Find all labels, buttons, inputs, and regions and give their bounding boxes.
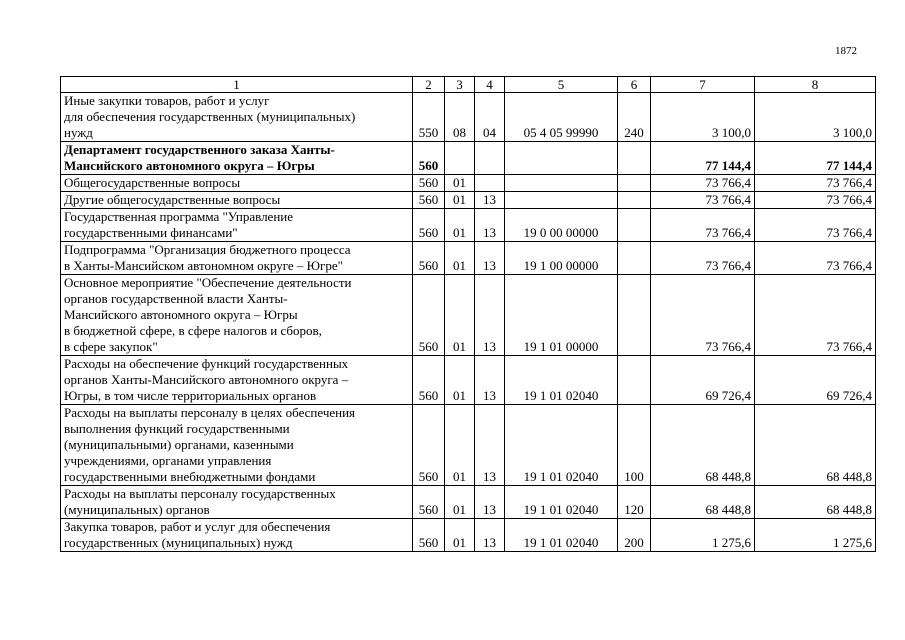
subsection-cell: 13 xyxy=(475,405,505,486)
expense-type-cell: 100 xyxy=(618,405,651,486)
table-row xyxy=(61,192,876,209)
item-name-cell: Иные закупки товаров, работ и услуг для обеспечения государственных (муниципальных) нужд xyxy=(61,93,413,142)
section-cell: 01 xyxy=(445,405,475,486)
amount-col8-cell: 73 766,4 xyxy=(755,209,876,242)
target-article-cell: 19 1 01 00000 xyxy=(505,275,618,356)
admin-code-cell: 560 xyxy=(413,275,445,356)
amount-col8-cell: 68 448,8 xyxy=(755,486,876,519)
table-row xyxy=(61,275,876,356)
amount-col7-cell: 77 144,4 xyxy=(651,142,755,175)
table-row xyxy=(61,242,876,275)
table-row xyxy=(61,175,876,192)
table-row xyxy=(61,519,876,552)
section-cell: 01 xyxy=(445,192,475,209)
admin-code-cell: 560 xyxy=(413,175,445,192)
admin-code-cell: 560 xyxy=(413,356,445,405)
column-header: 6 xyxy=(618,77,651,93)
admin-code-cell: 550 xyxy=(413,93,445,142)
admin-code-cell: 560 xyxy=(413,405,445,486)
table-row xyxy=(61,93,876,142)
amount-col7-cell: 73 766,4 xyxy=(651,175,755,192)
item-name-cell: Закупка товаров, работ и услуг для обеспечения государственных (муниципальных) нужд xyxy=(61,519,413,552)
column-number-header-row xyxy=(61,77,876,93)
section-cell: 01 xyxy=(445,486,475,519)
target-article-cell: 19 1 01 02040 xyxy=(505,519,618,552)
item-name-cell: Расходы на выплаты персоналу государственных (муниципальных) органов xyxy=(61,486,413,519)
item-name-cell: Департамент государственного заказа Ханты- Мансийского автономного округа – Югры xyxy=(61,142,413,175)
amount-col7-cell: 68 448,8 xyxy=(651,405,755,486)
expense-type-cell: 200 xyxy=(618,519,651,552)
target-article-cell: 19 1 01 02040 xyxy=(505,405,618,486)
amount-col7-cell: 73 766,4 xyxy=(651,192,755,209)
target-article-cell: 05 4 05 99990 xyxy=(505,93,618,142)
section-cell: 01 xyxy=(445,275,475,356)
target-article-cell xyxy=(505,142,618,175)
column-header: 8 xyxy=(755,77,876,93)
subsection-cell: 13 xyxy=(475,519,505,552)
column-header: 3 xyxy=(445,77,475,93)
section-cell: 01 xyxy=(445,356,475,405)
item-name-cell: Государственная программа "Управление государственными финансами" xyxy=(61,209,413,242)
target-article-cell: 19 1 01 02040 xyxy=(505,486,618,519)
column-header: 1 xyxy=(61,77,413,93)
subsection-cell: 13 xyxy=(475,192,505,209)
amount-col7-cell: 69 726,4 xyxy=(651,356,755,405)
section-cell: 01 xyxy=(445,209,475,242)
table-row xyxy=(61,405,876,486)
section-cell xyxy=(445,142,475,175)
expense-type-cell xyxy=(618,192,651,209)
expense-type-cell xyxy=(618,209,651,242)
budget-table xyxy=(60,76,876,552)
target-article-cell xyxy=(505,175,618,192)
column-header: 2 xyxy=(413,77,445,93)
amount-col7-cell: 73 766,4 xyxy=(651,242,755,275)
section-cell: 01 xyxy=(445,175,475,192)
amount-col8-cell: 73 766,4 xyxy=(755,242,876,275)
admin-code-cell: 560 xyxy=(413,142,445,175)
table-row xyxy=(61,209,876,242)
subsection-cell xyxy=(475,175,505,192)
subsection-cell: 13 xyxy=(475,209,505,242)
amount-col8-cell: 68 448,8 xyxy=(755,405,876,486)
amount-col8-cell: 77 144,4 xyxy=(755,142,876,175)
amount-col8-cell: 73 766,4 xyxy=(755,192,876,209)
expense-type-cell xyxy=(618,175,651,192)
admin-code-cell: 560 xyxy=(413,242,445,275)
admin-code-cell: 560 xyxy=(413,192,445,209)
expense-type-cell: 240 xyxy=(618,93,651,142)
subsection-cell xyxy=(475,142,505,175)
subsection-cell: 13 xyxy=(475,356,505,405)
page-number: 1872 xyxy=(835,45,857,57)
amount-col8-cell: 69 726,4 xyxy=(755,356,876,405)
target-article-cell: 19 1 01 02040 xyxy=(505,356,618,405)
table-row xyxy=(61,142,876,175)
table-row xyxy=(61,356,876,405)
item-name-cell: Общегосударственные вопросы xyxy=(61,175,413,192)
subsection-cell: 04 xyxy=(475,93,505,142)
subsection-cell: 13 xyxy=(475,242,505,275)
admin-code-cell: 560 xyxy=(413,486,445,519)
amount-col8-cell: 73 766,4 xyxy=(755,175,876,192)
admin-code-cell: 560 xyxy=(413,519,445,552)
amount-col8-cell: 1 275,6 xyxy=(755,519,876,552)
table-row xyxy=(61,486,876,519)
column-header: 4 xyxy=(475,77,505,93)
amount-col7-cell: 68 448,8 xyxy=(651,486,755,519)
item-name-cell: Подпрограмма "Организация бюджетного процесса в Ханты-Мансийском автономном округе – Югре" xyxy=(61,242,413,275)
target-article-cell: 19 0 00 00000 xyxy=(505,209,618,242)
item-name-cell: Расходы на обеспечение функций государственных органов Ханты-Мансийского автономного округа – Югры, в том числе территориальных органов xyxy=(61,356,413,405)
expense-type-cell xyxy=(618,142,651,175)
section-cell: 01 xyxy=(445,242,475,275)
amount-col8-cell: 3 100,0 xyxy=(755,93,876,142)
expense-type-cell xyxy=(618,356,651,405)
amount-col7-cell: 1 275,6 xyxy=(651,519,755,552)
item-name-cell: Другие общегосударственные вопросы xyxy=(61,192,413,209)
target-article-cell: 19 1 00 00000 xyxy=(505,242,618,275)
item-name-cell: Основное мероприятие "Обеспечение деятельности органов государственной власти Ханты- Мансийского автономного округа – Югры в бюджетной сфере, в сфере налогов и сборов, в сфере закупок" xyxy=(61,275,413,356)
section-cell: 08 xyxy=(445,93,475,142)
amount-col8-cell: 73 766,4 xyxy=(755,275,876,356)
column-header: 7 xyxy=(651,77,755,93)
target-article-cell xyxy=(505,192,618,209)
admin-code-cell: 560 xyxy=(413,209,445,242)
expense-type-cell xyxy=(618,242,651,275)
column-header: 5 xyxy=(505,77,618,93)
amount-col7-cell: 73 766,4 xyxy=(651,209,755,242)
amount-col7-cell: 3 100,0 xyxy=(651,93,755,142)
item-name-cell: Расходы на выплаты персоналу в целях обеспечения выполнения функций государственными (муниципальными) органами, казенными учреждениями, органами управления государственными внебюджетными фондами xyxy=(61,405,413,486)
amount-col7-cell: 73 766,4 xyxy=(651,275,755,356)
subsection-cell: 13 xyxy=(475,486,505,519)
section-cell: 01 xyxy=(445,519,475,552)
expense-type-cell: 120 xyxy=(618,486,651,519)
expense-type-cell xyxy=(618,275,651,356)
subsection-cell: 13 xyxy=(475,275,505,356)
